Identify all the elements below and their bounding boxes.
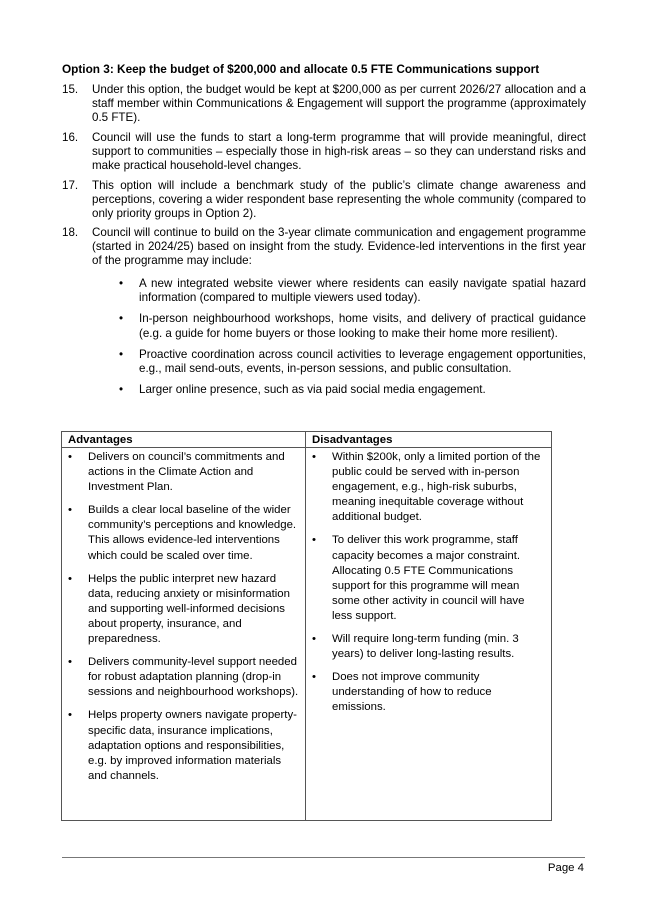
bullet-icon: • (68, 656, 72, 669)
bullet-icon: • (68, 504, 72, 517)
bullet-icon: • (312, 633, 316, 646)
disadvantages-cell (306, 448, 552, 821)
bullet-icon: • (119, 383, 124, 397)
bullet-icon: • (119, 277, 124, 290)
paragraph-15 (62, 83, 586, 126)
list-item: • In-person neighbourhood workshops, home visits, and delivery of practical guidance (e.g. a guide for home buyers or those looking to make their home more resilient). (119, 312, 586, 340)
bullet-icon: • (68, 572, 72, 585)
paragraph-text: Under this option, the budget would be kept at $200,000 as per current 2026/27 allocation and a staff member within Communications & Engagement will support the programme (approximately 0.5 FTE). (92, 83, 586, 125)
option-heading: Option 3: Keep the budget of $200,000 and allocate 0.5 FTE Communications support (62, 62, 540, 76)
advantages-cell (62, 448, 306, 821)
list-item: • A new integrated website viewer where residents can easily navigate spatial hazard information (compared to multiple viewers used today). (119, 277, 586, 305)
advantage-item: • Helps property owners navigate property-specific data, insurance implications, adaptation options and responsibilities, e.g. by improved information materials and channels. (68, 709, 297, 782)
paragraph-text: Council will continue to build on the 3-year climate communication and engagement programme (started in 2024/25) based on insight from the study. Evidence-led interventions in the first year of the programme may include: (92, 226, 586, 268)
list-item: • Larger online presence, such as via paid social media engagement. (119, 383, 486, 397)
page-number: Page 4 (547, 862, 584, 874)
paragraph-17 (62, 179, 586, 222)
paragraph-text: This option will include a benchmark study of the public’s climate change awareness and perceptions, covering a wider respondent base representing the whole community (compared to only priority groups in Option 2). (92, 179, 586, 221)
paragraph-number: 18. (62, 226, 79, 239)
paragraph-number: 16. (62, 131, 79, 144)
disadvantage-item: • Does not improve community understanding of how to reduce emissions. (312, 671, 492, 714)
paragraph-number: 17. (62, 179, 79, 192)
paragraph-text: Council will use the funds to start a long-term programme that will provide meaningful, direct support to communities – especially those in high-risk areas – so they can understand risks and make practical household-level changes. (92, 131, 586, 173)
bullet-icon: • (312, 451, 316, 463)
bullet-icon: • (68, 709, 72, 722)
paragraph-16 (62, 131, 586, 174)
disadvantage-item: • To deliver this work programme, staff capacity becomes a major constraint. Allocating 0.5 FTE Communications support for this programme will mean some other activity in council will have less support. (312, 534, 525, 622)
advantage-item: • Helps the public interpret new hazard data, reducing anxiety or misinformation and supporting well-informed decisions about property, insurance, and preparedness. (68, 572, 290, 646)
paragraph-number: 15. (62, 83, 79, 96)
advantages-header: Advantages (62, 432, 306, 448)
bullet-icon: • (119, 347, 124, 361)
advantages-disadvantages-table (61, 431, 552, 821)
bullet-icon: • (312, 534, 316, 547)
interventions-list (117, 277, 586, 404)
bullet-icon: • (68, 451, 72, 463)
paragraph-18 (62, 226, 586, 269)
disadvantages-header: Disadvantages (306, 432, 552, 448)
footer-divider (62, 857, 585, 858)
advantage-item: • Delivers community-level support needed for robust adaptation planning (drop-in sessions and neighbourhood workshops). (68, 656, 299, 699)
bullet-icon: • (119, 312, 124, 326)
disadvantage-item: • Will require long-term funding (min. 3 years) to deliver long-lasting results. (312, 633, 519, 661)
bullet-icon: • (312, 671, 316, 684)
advantage-item: • Delivers on council’s commitments and actions in the Climate Action and Investment Plan. (68, 451, 285, 494)
list-item: • Proactive coordination across council activities to leverage engagement opportunities, e.g., mail send-outs, events, in-person sessions, and public consultation. (119, 347, 586, 376)
advantage-item: • Builds a clear local baseline of the wider community’s perceptions and knowledge. This allows evidence-led interventions which could be scaled over time. (68, 504, 297, 562)
disadvantage-item: • Within $200k, only a limited portion of the public could be served with in-person engagement, e.g., high-risk suburbs, meaning inequitable coverage without additional budget. (312, 451, 541, 524)
